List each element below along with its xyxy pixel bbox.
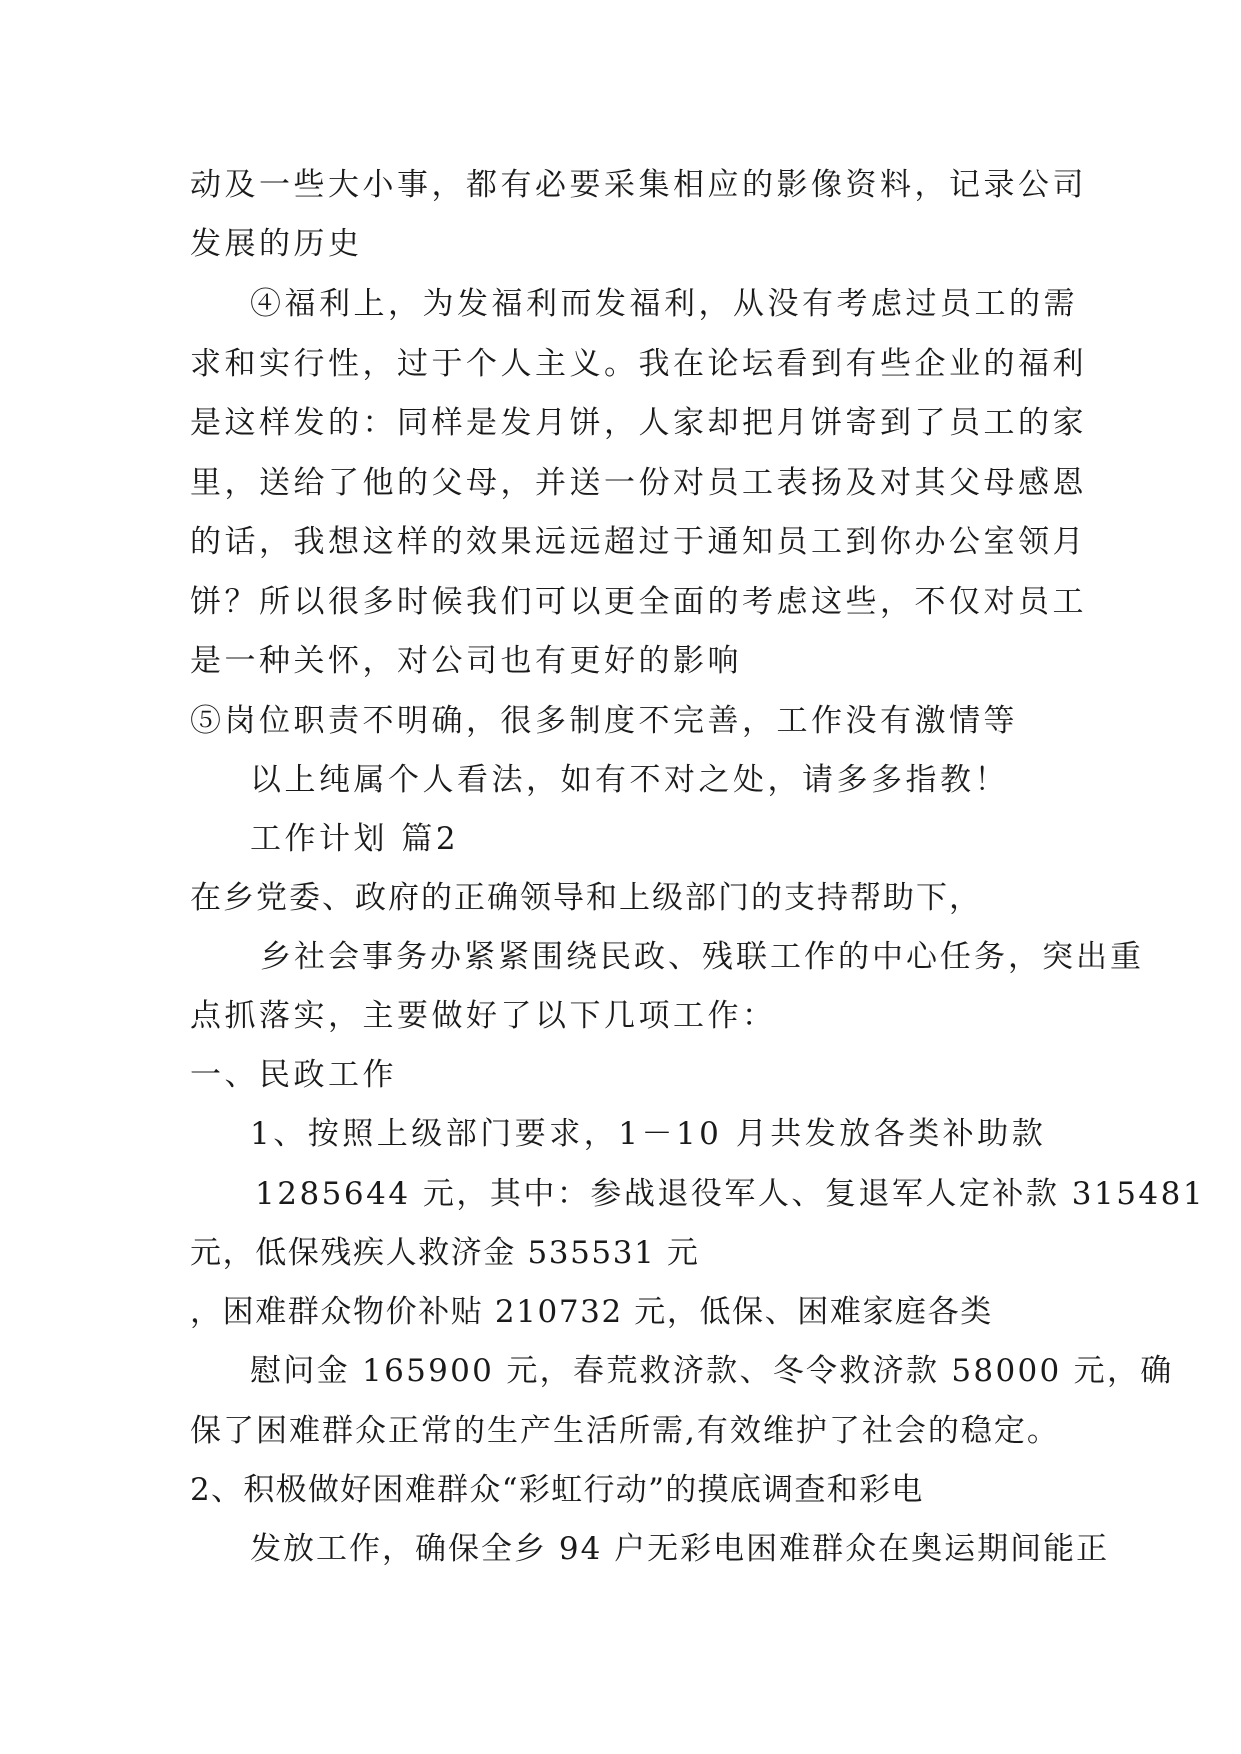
paragraph-line: 在乡党委、政府的正确领导和上级部门的支持帮助下， <box>190 880 982 916</box>
paragraph-line: ⑤岗位职责不明确，很多制度不完善，工作没有激情等 <box>190 703 1018 739</box>
paragraph-line: 以上纯属个人看法，如有不对之处，请多多指教！ <box>250 762 1009 798</box>
paragraph-line: 的话，我想这样的效果远远超过于通知员工到你办公室领月 <box>190 524 1087 560</box>
paragraph-line: 饼？所以很多时候我们可以更全面的考虑这些，不仅对员工 <box>190 584 1087 620</box>
paragraph-line: 1、按照上级部门要求，1－10 月共发放各类补助款 <box>250 1116 1047 1152</box>
paragraph-line: 元，低保残疾人救济金 535531 元 <box>190 1235 700 1271</box>
paragraph-line: 发放工作，确保全乡 94 户无彩电困难群众在奥运期间能正 <box>250 1531 1110 1567</box>
paragraph-line: 动及一些大小事，都有必要采集相应的影像资料，记录公司 <box>190 167 1087 203</box>
paragraph-line: 1285644 元，其中：参战退役军人、复退军人定补款 315481 <box>255 1176 1206 1212</box>
paragraph-line: 发展的历史 <box>190 226 363 262</box>
section-heading: 工作计划 篇2 <box>250 821 460 857</box>
paragraph-line: 2、积极做好困难群众“彩虹行动”的摸底调查和彩电 <box>190 1472 924 1508</box>
paragraph-line: 慰问金 165900 元，春荒救济款、冬令救济款 58000 元，确 <box>250 1353 1174 1389</box>
paragraph-line: 是这样发的：同样是发月饼，人家却把月饼寄到了员工的家 <box>190 405 1087 441</box>
paragraph-line: 求和实行性，过于个人主义。我在论坛看到有些企业的福利 <box>190 346 1087 382</box>
paragraph-line: 是一种关怀，对公司也有更好的影响 <box>190 643 742 679</box>
paragraph-line: 保了困难群众正常的生产生活所需,有效维护了社会的稳定。 <box>190 1413 1060 1449</box>
subsection-heading: 一、民政工作 <box>190 1057 397 1093</box>
paragraph-line: ④福利上，为发福利而发福利，从没有考虑过员工的需 <box>250 286 1078 322</box>
paragraph-line: 里，送给了他的父母，并送一份对员工表扬及对其父母感恩 <box>190 465 1087 501</box>
paragraph-line: ，困难群众物价补贴 210732 元，低保、困难家庭各类 <box>190 1294 993 1330</box>
paragraph-line: 乡社会事务办紧紧围绕民政、残联工作的中心任务，突出重 <box>260 939 1144 975</box>
paragraph-line: 点抓落实，主要做好了以下几项工作： <box>190 998 777 1034</box>
